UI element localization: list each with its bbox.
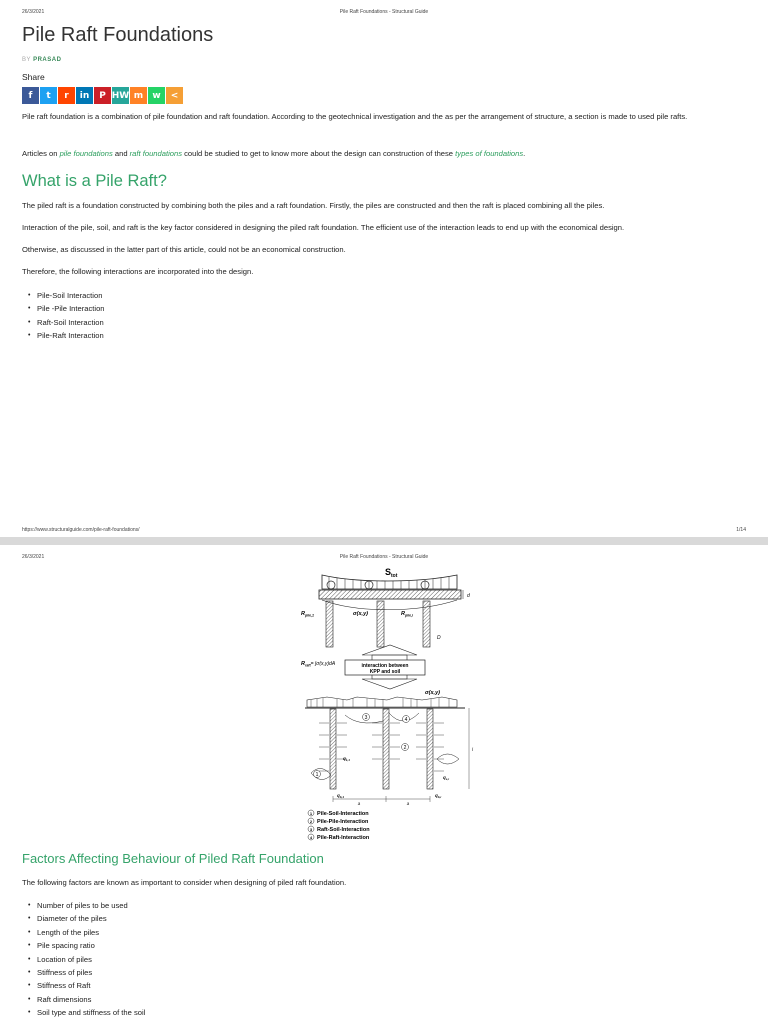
soil-pressure-curve <box>322 600 457 610</box>
piled-raft-interaction-figure <box>297 563 483 845</box>
factors-list <box>22 899 145 1020</box>
list-item: • Raft dimensions <box>37 993 145 1006</box>
mix-icon[interactable]: m <box>130 87 147 104</box>
svg-text:4: 4 <box>309 835 313 840</box>
figure-legend <box>308 810 370 841</box>
list-item: • Soil type and stiffness of the soil <box>37 1006 145 1019</box>
r-raft-label: $R_{raft}= \int\sigma(x,y)dA$ <box>301 661 336 668</box>
more-share-icon[interactable]: < <box>166 87 183 104</box>
types-of-foundations-link[interactable]: types of foundations <box>455 149 524 158</box>
qs1-label: $q_{s,1}$ <box>343 756 350 762</box>
qsi-label: $q_{s,i}$ <box>443 775 450 781</box>
pile-diameter-label: D <box>437 635 441 641</box>
raft-slab <box>319 590 461 599</box>
print-date-2: 26/3/2021 <box>22 554 45 560</box>
interaction-box-line1: interaction between <box>361 663 409 669</box>
interaction-arrow-up <box>362 645 417 655</box>
r-pile-1-label: $R_{pile,1}$ <box>301 611 314 618</box>
interaction-number-1: 1 <box>315 772 319 778</box>
list-item: • Pile-Soil Interaction <box>37 289 105 302</box>
print-url: https://www.structuralguide.com/pile-raft-foundations/ <box>22 527 140 533</box>
pile-top-1 <box>326 601 333 647</box>
interaction-box-line2: KPP and soil <box>369 669 401 675</box>
pile-bottom-3 <box>427 709 433 789</box>
list-item: • Pile -Pile Interaction <box>37 302 105 315</box>
list-item: • Length of the piles <box>37 926 145 939</box>
hackernews-icon[interactable]: HW <box>112 87 129 104</box>
interaction-number-2: 2 <box>403 745 407 751</box>
sigma-label-2: σ(x,y) <box>425 690 440 696</box>
pile-bottom-1 <box>330 709 336 789</box>
list-item: • Pile-Raft Interaction <box>37 329 105 342</box>
load-diagram-top <box>322 575 457 589</box>
raft-thickness-label: d <box>467 593 470 599</box>
section1-p4: Therefore, the following interactions are incorporated into the design. <box>22 267 254 276</box>
pile-top-2 <box>377 601 384 647</box>
pile-length-label: l <box>472 747 473 752</box>
legend-item-1: Pile-Soil-Interaction <box>317 811 369 817</box>
r-pile-i-label: $R_{pile,i}$ <box>401 611 413 618</box>
pile-foundations-link[interactable]: pile foundations <box>59 149 113 158</box>
byline-prefix: BY <box>22 57 31 63</box>
linkedin-icon[interactable]: in <box>76 87 93 104</box>
section1-p2: Interaction of the pile, soil, and raft is the key factor considered in designing the piled raft foundation. The efficient use of the interaction leads to end up with the economical design. <box>22 223 625 232</box>
print-date: 26/3/2021 <box>22 9 45 15</box>
share-label: Share <box>22 72 45 82</box>
spacing-label-1: a <box>357 801 361 806</box>
twitter-icon[interactable]: t <box>40 87 57 104</box>
legend-item-2: Pile-Pile-Interaction <box>317 819 369 825</box>
contact-pressure-diagram <box>307 697 457 707</box>
articles-on-prefix: Articles on <box>22 149 60 158</box>
interaction-number-4: 4 <box>404 717 408 723</box>
list-item: • Pile spacing ratio <box>37 939 145 952</box>
author-link[interactable]: PRASAD <box>33 57 62 63</box>
svg-text:1: 1 <box>309 811 313 816</box>
articles-on-paragraph <box>22 148 746 161</box>
list-item: • Diameter of the piles <box>37 912 145 925</box>
byline <box>22 57 61 63</box>
interactions-list <box>22 289 105 343</box>
svg-text:2: 2 <box>309 819 313 824</box>
column-loads <box>327 581 429 589</box>
interaction-number-3: 3 <box>364 715 368 721</box>
print-page-number: 1/14 <box>736 527 746 533</box>
articles-on-suffix: . <box>523 149 526 158</box>
section1-p3: Otherwise, as discussed in the latter part of this article, could not be an economical construction. <box>22 245 346 254</box>
pile-top-3 <box>423 601 430 647</box>
list-item: • Location of piles <box>37 953 145 966</box>
facebook-icon[interactable]: f <box>22 87 39 104</box>
figure-svg <box>297 563 483 845</box>
articles-on-middle: could be studied to get to know more about the design can construction of these <box>182 149 456 158</box>
pile-bottom-2 <box>383 709 389 789</box>
reddit-icon[interactable]: r <box>58 87 75 104</box>
section1-p1: The piled raft is a foundation constructed by combining both the piles and a raft foundation. Firstly, the piles are constructed and then the raft is placed combining all the piles. <box>22 201 605 210</box>
whatsapp-icon[interactable]: w <box>148 87 165 104</box>
section1-heading: What is a Pile Raft? <box>22 172 167 190</box>
qb1-label: $q_{b,1}$ <box>337 793 345 799</box>
legend-item-3: Raft-Soil-Interaction <box>317 827 370 833</box>
section2-intro: The following factors are known as important to consider when designing of piled raft foundation. <box>22 878 347 887</box>
list-item: • Raft-Soil Interaction <box>37 316 105 329</box>
legend-item-4: Pile-Raft-Interaction <box>317 835 370 841</box>
print-title-2: Pile Raft Foundations - Structural Guide <box>339 554 429 560</box>
settlement-label: $S_{tot}$ <box>385 567 398 579</box>
list-item: • Stiffness of piles <box>37 966 145 979</box>
intro-paragraph: Pile raft foundation is a combination of pile foundation and raft foundation. According to the geotechnical investigation and the as per the arrangement of structure, a section is made to used pile rafts. <box>22 112 688 121</box>
raft-foundations-link[interactable]: raft foundations <box>129 149 183 158</box>
print-title: Pile Raft Foundations - Structural Guide <box>339 9 429 15</box>
pinterest-icon[interactable]: P <box>94 87 111 104</box>
article-title: Pile Raft Foundations <box>22 24 214 46</box>
share-buttons <box>22 87 183 104</box>
print-page-2 <box>0 545 768 1024</box>
skin-friction-arrows <box>319 723 444 771</box>
spacing-label-2: a <box>406 801 410 806</box>
qbi-label: $q_{b,i}$ <box>435 793 442 799</box>
list-item: • Stiffness of Raft <box>37 979 145 992</box>
interaction-arrow-down <box>362 679 417 689</box>
list-item: • Number of piles to be used <box>37 899 145 912</box>
and-word: and <box>112 149 130 158</box>
section2-heading: Factors Affecting Behaviour of Piled Raft Foundation <box>22 851 324 866</box>
sigma-label: σ(x,y) <box>353 611 368 617</box>
svg-text:3: 3 <box>309 827 313 832</box>
